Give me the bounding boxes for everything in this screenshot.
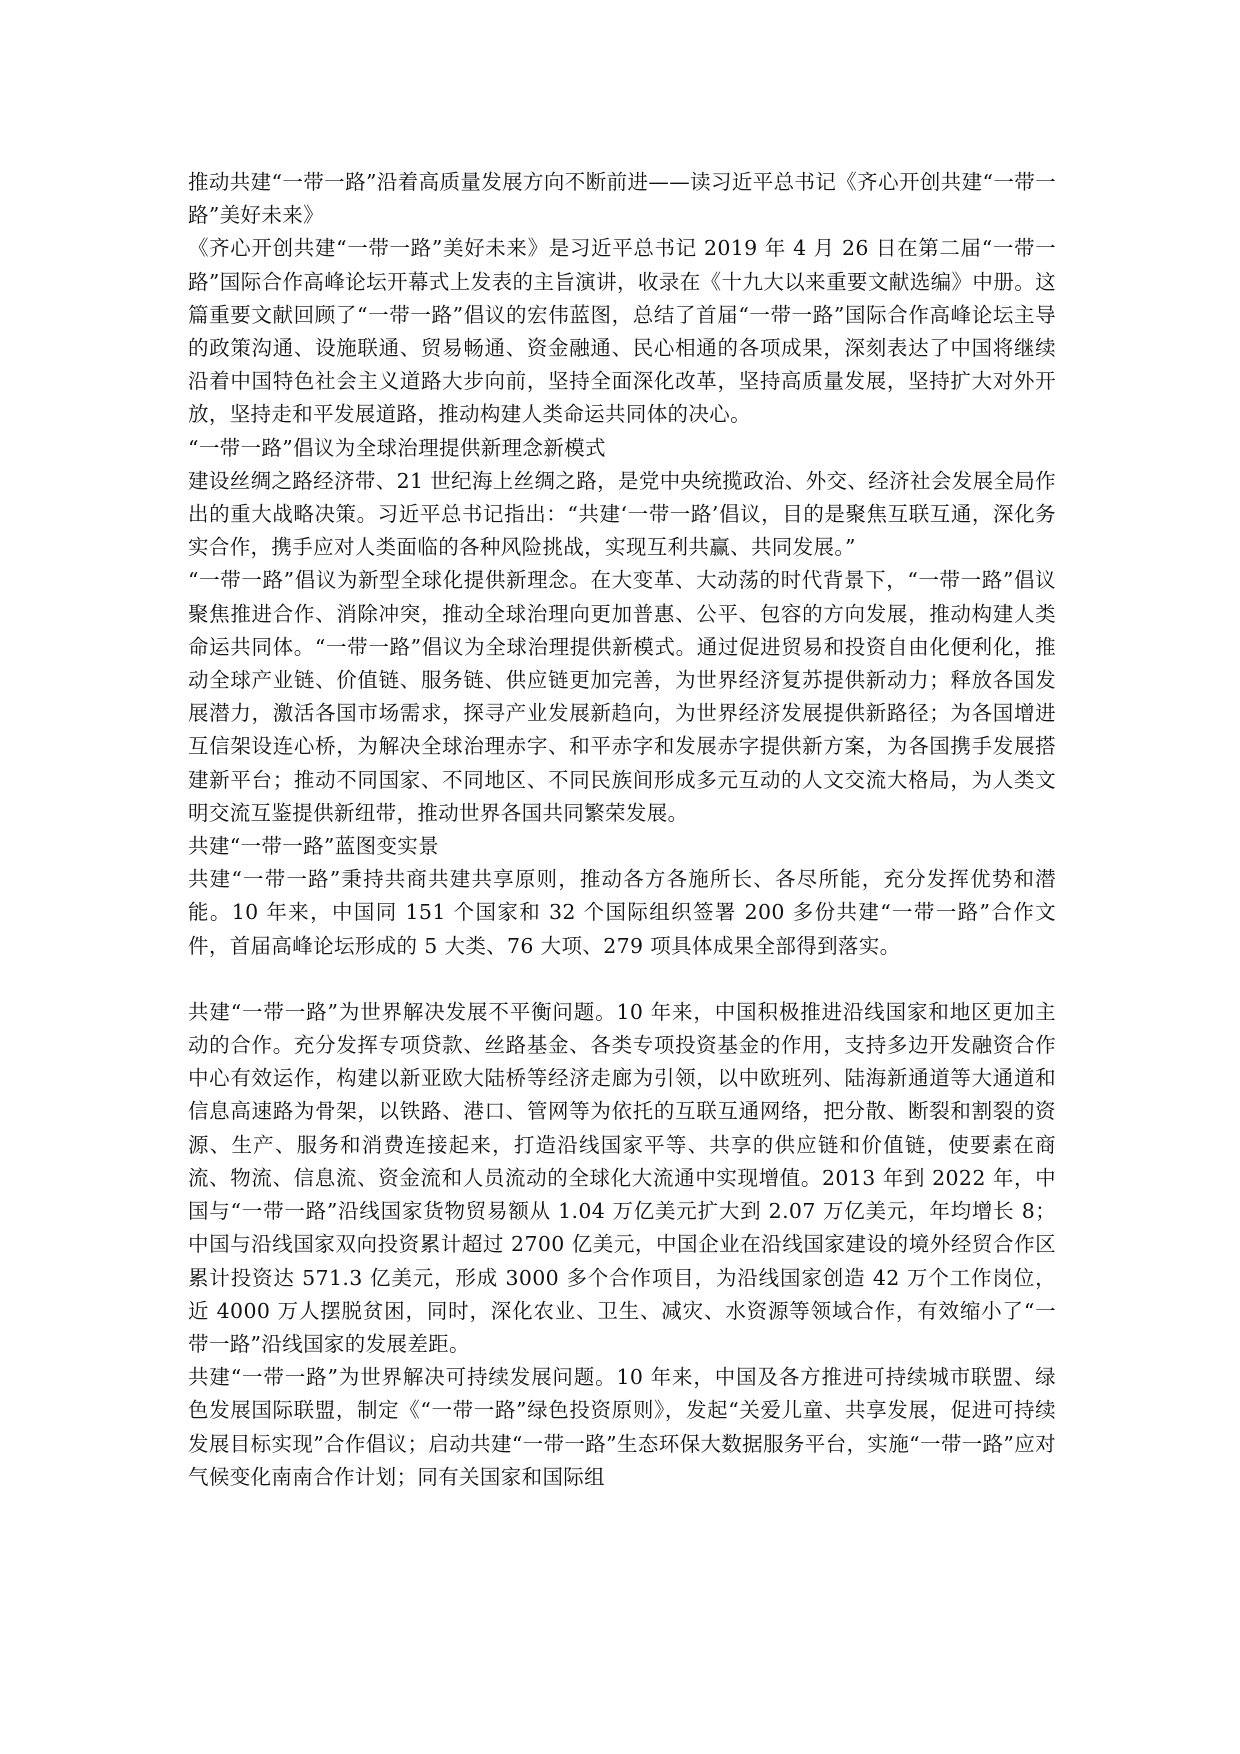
section-heading-blueprint: 共建“一带一路”蓝图变实景 xyxy=(188,834,440,859)
body-paragraph: 共建“一带一路”秉持共商共建共享原则，推动各方各施所长、各尽所能，充分发挥优势和潜能。10 年来，中国同 151 个国家和 32 个国际组织签署 200 多份共建“一带一路”合作文件，首届高峰论坛形成的 5 大类、76 大项、279 项具体成果全部得到落实。 xyxy=(188,867,1056,958)
section-heading-global-governance: “一带一路”倡议为全球治理提供新理念新模式 xyxy=(188,435,606,460)
document-title: 推动共建“一带一路”沿着高质量发展方向不断前进——读习近平总书记《齐心开创共建“一带一路”美好未来》 xyxy=(188,170,1056,228)
intro-paragraph: 《齐心开创共建“一带一路”美好未来》是习近平总书记 2019 年 4 月 26 日在第二届“一带一路”国际合作高峰论坛开幕式上发表的主旨演讲，收录在《十九大以来重要文献选编》中册。这篇重要文献回顾了“一带一路”倡议的宏伟蓝图，总结了首届“一带一路”国际合作高峰论坛主导的政策沟通、设施联通、贸易畅通、资金融通、民心相通的各项成果，深刻表达了中国将继续沿着中国特色社会主义道路大步向前，坚持全面深化改革，坚持高质量发展，坚持扩大对外开放，坚持走和平发展道路，推动构建人类命运共同体的决心。 xyxy=(188,236,1056,427)
body-paragraph: 共建“一带一路”为世界解决可持续发展问题。10 年来，中国及各方推进可持续城市联盟、绿色发展国际联盟，制定《“一带一路”绿色投资原则》，发起“关爱儿童、共享发展，促进可持续发展目标实现”合作倡议；启动共建“一带一路”生态环保大数据服务平台，实施“一带一路”应对气候变化南南合作计划；同有关国家和国际组 xyxy=(188,1365,1056,1489)
paragraph-spacer xyxy=(188,963,1056,996)
document-body xyxy=(188,166,1056,1494)
body-paragraph: 建设丝绸之路经济带、21 世纪海上丝绸之路，是党中央统揽政治、外交、经济社会发展全局作出的重大战略决策。习近平总书记指出：“共建‘一带一路’倡议，目的是聚焦互联互通，深化务实合作，携手应对人类面临的各种风险挑战，实现互利共赢、共同发展。” xyxy=(188,468,1056,560)
body-paragraph: 共建“一带一路”为世界解决发展不平衡问题。10 年来，中国积极推进沿线国家和地区更加主动的合作。充分发挥专项贷款、丝路基金、各类专项投资基金的作用，支持多边开发融资合作中心有效运作，构建以新亚欧大陆桥等经济走廊为引领，以中欧班列、陆海新通道等大通道和信息高速路为骨架，以铁路、港口、管网等为依托的互联互通网络，把分散、断裂和割裂的资源、生产、服务和消费连接起来，打造沿线国家平等、共享的供应链和价值链，使要素在商流、物流、信息流、资金流和人员流动的全球化大流通中实现增值。2013 年到 2022 年，中国与“一带一路”沿线国家货物贸易额从 1.04 万亿美元扩大到 2.07 万亿美元，年均增长 8；中国与沿线国家双向投资累计超过 2700 亿美元，中国企业在沿线国家建设的境外经贸合作区累计投资达 571.3 亿美元，形成 3000 多个合作项目，为沿线国家创造 42 万个工作岗位，近 4000 万人摆脱贫困，同时，深化农业、卫生、减灾、水资源等领域合作，有效缩小了“一带一路”沿线国家的发展差距。 xyxy=(188,999,1056,1356)
body-paragraph: “一带一路”倡议为新型全球化提供新理念。在大变革、大动荡的时代背景下，“一带一路”倡议聚焦推进合作、消除冲突，推动全球治理向更加普惠、公平、包容的方向发展，推动构建人类命运共同体。“一带一路”倡议为全球治理提供新模式。通过促进贸易和投资自由化便利化，推动全球产业链、价值链、服务链、供应链更加完善，为世界经济复苏提供新动力；释放各国发展潜力，激活各国市场需求，探寻产业发展新趋向，为世界经济发展提供新路径；为各国增进互信架设连心桥，为解决全球治理赤字、和平赤字和发展赤字提供新方案，为各国携手发展搭建新平台；推动不同国家、不同地区、不同民族间形成多元互动的人文交流大格局，为人类文明交流互鉴提供新纽带，推动世界各国共同繁荣发展。 xyxy=(188,568,1056,825)
